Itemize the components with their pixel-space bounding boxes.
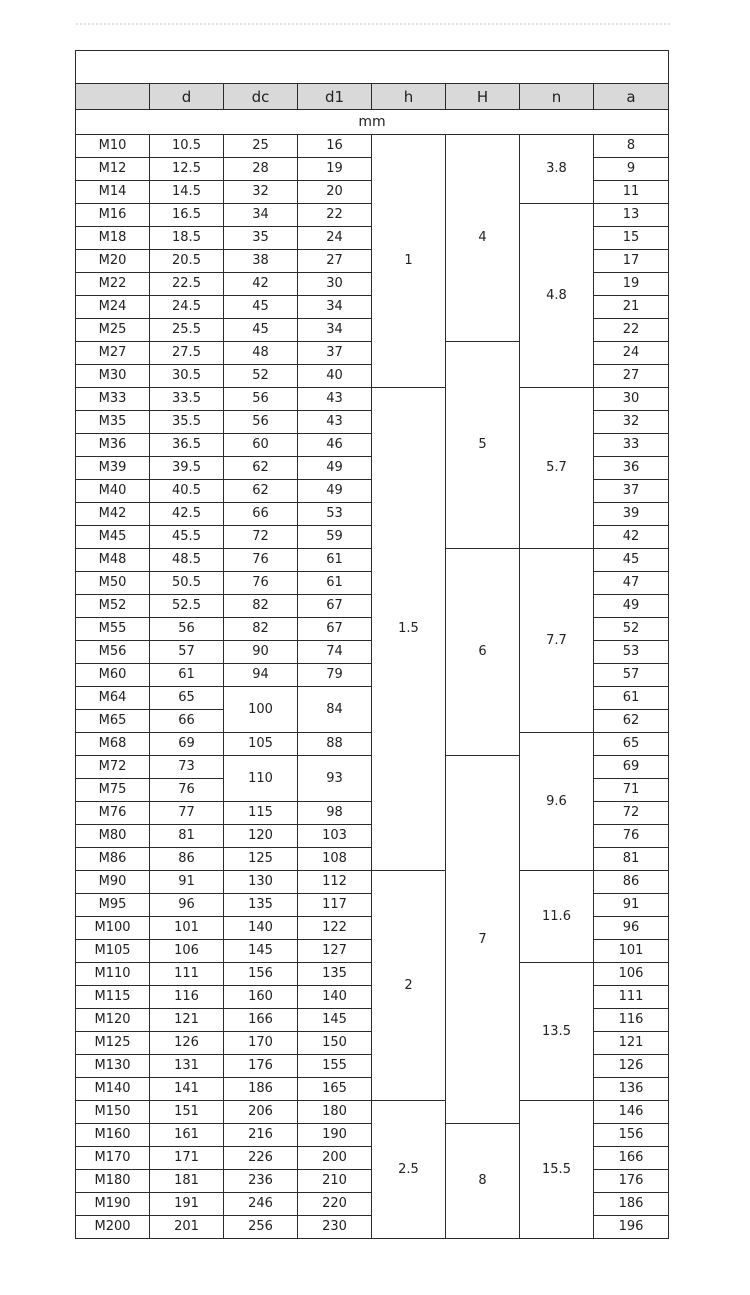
H-cell: 8 [446,1124,520,1239]
a-cell: 96 [594,917,669,940]
dc-cell: 72 [224,526,298,549]
dotted-top-rule [76,23,670,25]
header-H: H [446,84,520,110]
size-cell: M48 [76,549,150,572]
d-cell: 76 [150,779,224,802]
d1-cell: 79 [298,664,372,687]
d-cell: 111 [150,963,224,986]
d-cell: 25.5 [150,319,224,342]
dc-cell: 56 [224,411,298,434]
d-cell: 24.5 [150,296,224,319]
d-cell: 45.5 [150,526,224,549]
size-cell: M125 [76,1032,150,1055]
d1-cell: 140 [298,986,372,1009]
a-cell: 32 [594,411,669,434]
table-row [76,135,669,158]
header-h: h [372,84,446,110]
d-cell: 81 [150,825,224,848]
size-cell: M86 [76,848,150,871]
d1-cell: 49 [298,457,372,480]
d1-cell: 84 [298,687,372,733]
d1-cell: 20 [298,181,372,204]
dc-cell: 160 [224,986,298,1009]
d1-cell: 49 [298,480,372,503]
size-cell: M65 [76,710,150,733]
table-row [76,871,669,894]
dc-cell: 28 [224,158,298,181]
dc-cell: 48 [224,342,298,365]
d-cell: 91 [150,871,224,894]
size-cell: M170 [76,1147,150,1170]
d1-cell: 67 [298,618,372,641]
n-cell: 9.6 [520,733,594,871]
a-cell: 9 [594,158,669,181]
size-cell: M56 [76,641,150,664]
d1-cell: 112 [298,871,372,894]
table-title [76,51,669,84]
H-cell: 4 [446,135,520,342]
a-cell: 106 [594,963,669,986]
table-row [76,1101,669,1124]
size-cell: M90 [76,871,150,894]
d1-cell: 127 [298,940,372,963]
a-cell: 136 [594,1078,669,1101]
d-cell: 50.5 [150,572,224,595]
d-cell: 131 [150,1055,224,1078]
dc-cell: 32 [224,181,298,204]
d-cell: 57 [150,641,224,664]
a-cell: 36 [594,457,669,480]
dc-cell: 34 [224,204,298,227]
size-cell: M150 [76,1101,150,1124]
a-cell: 15 [594,227,669,250]
size-cell: M33 [76,388,150,411]
d-cell: 40.5 [150,480,224,503]
d-cell: 116 [150,986,224,1009]
d1-cell: 53 [298,503,372,526]
a-cell: 146 [594,1101,669,1124]
d1-cell: 103 [298,825,372,848]
size-cell: M24 [76,296,150,319]
dc-cell: 42 [224,273,298,296]
dc-cell: 76 [224,549,298,572]
dc-cell: 156 [224,963,298,986]
a-cell: 11 [594,181,669,204]
size-cell: M39 [76,457,150,480]
d-cell: 35.5 [150,411,224,434]
dc-cell: 145 [224,940,298,963]
d-cell: 201 [150,1216,224,1239]
a-cell: 62 [594,710,669,733]
d1-cell: 117 [298,894,372,917]
dc-cell: 166 [224,1009,298,1032]
a-cell: 45 [594,549,669,572]
size-cell: M200 [76,1216,150,1239]
a-cell: 37 [594,480,669,503]
a-cell: 39 [594,503,669,526]
dc-cell: 45 [224,319,298,342]
dc-cell: 130 [224,871,298,894]
d-cell: 56 [150,618,224,641]
size-cell: M72 [76,756,150,779]
d1-cell: 16 [298,135,372,158]
h-cell: 2 [372,871,446,1101]
dc-cell: 82 [224,618,298,641]
d1-cell: 67 [298,595,372,618]
H-cell: 6 [446,549,520,756]
a-cell: 42 [594,526,669,549]
size-cell: M130 [76,1055,150,1078]
d-cell: 106 [150,940,224,963]
dc-cell: 82 [224,595,298,618]
dc-cell: 45 [224,296,298,319]
d-cell: 171 [150,1147,224,1170]
n-cell: 7.7 [520,549,594,733]
a-cell: 111 [594,986,669,1009]
a-cell: 72 [594,802,669,825]
size-cell: M115 [76,986,150,1009]
dc-cell: 105 [224,733,298,756]
size-cell: M36 [76,434,150,457]
a-cell: 91 [594,894,669,917]
a-cell: 53 [594,641,669,664]
a-cell: 27 [594,365,669,388]
size-cell: M160 [76,1124,150,1147]
d-cell: 14.5 [150,181,224,204]
a-cell: 8 [594,135,669,158]
d-cell: 52.5 [150,595,224,618]
a-cell: 156 [594,1124,669,1147]
d1-cell: 40 [298,365,372,388]
a-cell: 22 [594,319,669,342]
a-cell: 121 [594,1032,669,1055]
size-cell: M40 [76,480,150,503]
a-cell: 69 [594,756,669,779]
d-cell: 20.5 [150,250,224,273]
d-cell: 12.5 [150,158,224,181]
dc-cell: 140 [224,917,298,940]
header-d1: d1 [298,84,372,110]
d1-cell: 61 [298,549,372,572]
size-cell: M16 [76,204,150,227]
size-cell: M22 [76,273,150,296]
a-cell: 101 [594,940,669,963]
a-cell: 19 [594,273,669,296]
d1-cell: 88 [298,733,372,756]
unit-label: mm [76,110,669,135]
d-cell: 73 [150,756,224,779]
d1-cell: 155 [298,1055,372,1078]
unit-row [76,110,669,135]
d1-cell: 150 [298,1032,372,1055]
d1-cell: 122 [298,917,372,940]
d1-cell: 74 [298,641,372,664]
table-body [76,51,669,1239]
d1-cell: 34 [298,319,372,342]
d1-cell: 34 [298,296,372,319]
d-cell: 151 [150,1101,224,1124]
dc-cell: 125 [224,848,298,871]
dc-cell: 170 [224,1032,298,1055]
dc-cell: 135 [224,894,298,917]
d-cell: 181 [150,1170,224,1193]
size-cell: M52 [76,595,150,618]
size-cell: M30 [76,365,150,388]
a-cell: 57 [594,664,669,687]
d1-cell: 27 [298,250,372,273]
d1-cell: 200 [298,1147,372,1170]
d-cell: 77 [150,802,224,825]
size-cell: M190 [76,1193,150,1216]
size-cell: M27 [76,342,150,365]
d-cell: 126 [150,1032,224,1055]
size-cell: M50 [76,572,150,595]
d-cell: 39.5 [150,457,224,480]
n-cell: 13.5 [520,963,594,1101]
size-cell: M95 [76,894,150,917]
dc-cell: 62 [224,457,298,480]
d1-cell: 98 [298,802,372,825]
dc-cell: 246 [224,1193,298,1216]
d-cell: 191 [150,1193,224,1216]
d1-cell: 210 [298,1170,372,1193]
d1-cell: 19 [298,158,372,181]
a-cell: 86 [594,871,669,894]
d-cell: 101 [150,917,224,940]
a-cell: 61 [594,687,669,710]
n-cell: 4.8 [520,204,594,388]
header-n: n [520,84,594,110]
n-cell: 5.7 [520,388,594,549]
a-cell: 30 [594,388,669,411]
d1-cell: 190 [298,1124,372,1147]
a-cell: 126 [594,1055,669,1078]
d1-cell: 180 [298,1101,372,1124]
dimension-table [75,50,669,1239]
size-cell: M80 [76,825,150,848]
size-cell: M55 [76,618,150,641]
size-cell: M105 [76,940,150,963]
a-cell: 17 [594,250,669,273]
dc-cell: 256 [224,1216,298,1239]
d1-cell: 22 [298,204,372,227]
a-cell: 186 [594,1193,669,1216]
d1-cell: 165 [298,1078,372,1101]
dc-cell: 25 [224,135,298,158]
d-cell: 18.5 [150,227,224,250]
d-cell: 65 [150,687,224,710]
title-row [76,51,669,84]
size-cell: M68 [76,733,150,756]
size-cell: M64 [76,687,150,710]
d-cell: 36.5 [150,434,224,457]
d-cell: 10.5 [150,135,224,158]
size-cell: M10 [76,135,150,158]
d1-cell: 145 [298,1009,372,1032]
d-cell: 27.5 [150,342,224,365]
d-cell: 121 [150,1009,224,1032]
dc-cell: 56 [224,388,298,411]
dc-cell: 216 [224,1124,298,1147]
d-cell: 61 [150,664,224,687]
n-cell: 11.6 [520,871,594,963]
d-cell: 161 [150,1124,224,1147]
a-cell: 65 [594,733,669,756]
header-size [76,84,150,110]
d-cell: 30.5 [150,365,224,388]
d-cell: 33.5 [150,388,224,411]
dc-cell: 94 [224,664,298,687]
d1-cell: 59 [298,526,372,549]
H-cell: 5 [446,342,520,549]
dc-cell: 38 [224,250,298,273]
size-cell: M60 [76,664,150,687]
size-cell: M20 [76,250,150,273]
dc-cell: 76 [224,572,298,595]
d-cell: 22.5 [150,273,224,296]
a-cell: 33 [594,434,669,457]
table-row [76,388,669,411]
header-d: d [150,84,224,110]
d1-cell: 30 [298,273,372,296]
d1-cell: 93 [298,756,372,802]
dc-cell: 236 [224,1170,298,1193]
dc-cell: 206 [224,1101,298,1124]
d1-cell: 135 [298,963,372,986]
d-cell: 86 [150,848,224,871]
size-cell: M35 [76,411,150,434]
d-cell: 16.5 [150,204,224,227]
h-cell: 1 [372,135,446,388]
dc-cell: 176 [224,1055,298,1078]
a-cell: 52 [594,618,669,641]
d1-cell: 220 [298,1193,372,1216]
size-cell: M42 [76,503,150,526]
d-cell: 48.5 [150,549,224,572]
dc-cell: 120 [224,825,298,848]
dc-cell: 62 [224,480,298,503]
size-cell: M76 [76,802,150,825]
n-cell: 3.8 [520,135,594,204]
d1-cell: 46 [298,434,372,457]
header-row [76,84,669,110]
dc-cell: 226 [224,1147,298,1170]
size-cell: M120 [76,1009,150,1032]
size-cell: M100 [76,917,150,940]
a-cell: 49 [594,595,669,618]
a-cell: 81 [594,848,669,871]
a-cell: 47 [594,572,669,595]
dc-cell: 115 [224,802,298,825]
d-cell: 42.5 [150,503,224,526]
h-cell: 2.5 [372,1101,446,1239]
dc-cell: 100 [224,687,298,733]
d1-cell: 108 [298,848,372,871]
dc-cell: 110 [224,756,298,802]
size-cell: M14 [76,181,150,204]
dc-cell: 52 [224,365,298,388]
a-cell: 166 [594,1147,669,1170]
dc-cell: 66 [224,503,298,526]
size-cell: M45 [76,526,150,549]
header-dc: dc [224,84,298,110]
size-cell: M75 [76,779,150,802]
a-cell: 21 [594,296,669,319]
a-cell: 196 [594,1216,669,1239]
size-cell: M12 [76,158,150,181]
dc-cell: 60 [224,434,298,457]
d1-cell: 43 [298,388,372,411]
d1-cell: 61 [298,572,372,595]
size-cell: M110 [76,963,150,986]
d1-cell: 43 [298,411,372,434]
dc-cell: 186 [224,1078,298,1101]
a-cell: 116 [594,1009,669,1032]
size-cell: M140 [76,1078,150,1101]
header-a: a [594,84,669,110]
dc-cell: 90 [224,641,298,664]
a-cell: 13 [594,204,669,227]
size-cell: M18 [76,227,150,250]
h-cell: 1.5 [372,388,446,871]
H-cell: 7 [446,756,520,1124]
d1-cell: 37 [298,342,372,365]
d-cell: 141 [150,1078,224,1101]
a-cell: 71 [594,779,669,802]
dc-cell: 35 [224,227,298,250]
d-cell: 96 [150,894,224,917]
n-cell: 15.5 [520,1101,594,1239]
d-cell: 66 [150,710,224,733]
size-cell: M25 [76,319,150,342]
a-cell: 76 [594,825,669,848]
d-cell: 69 [150,733,224,756]
d1-cell: 230 [298,1216,372,1239]
size-cell: M180 [76,1170,150,1193]
a-cell: 24 [594,342,669,365]
d1-cell: 24 [298,227,372,250]
a-cell: 176 [594,1170,669,1193]
